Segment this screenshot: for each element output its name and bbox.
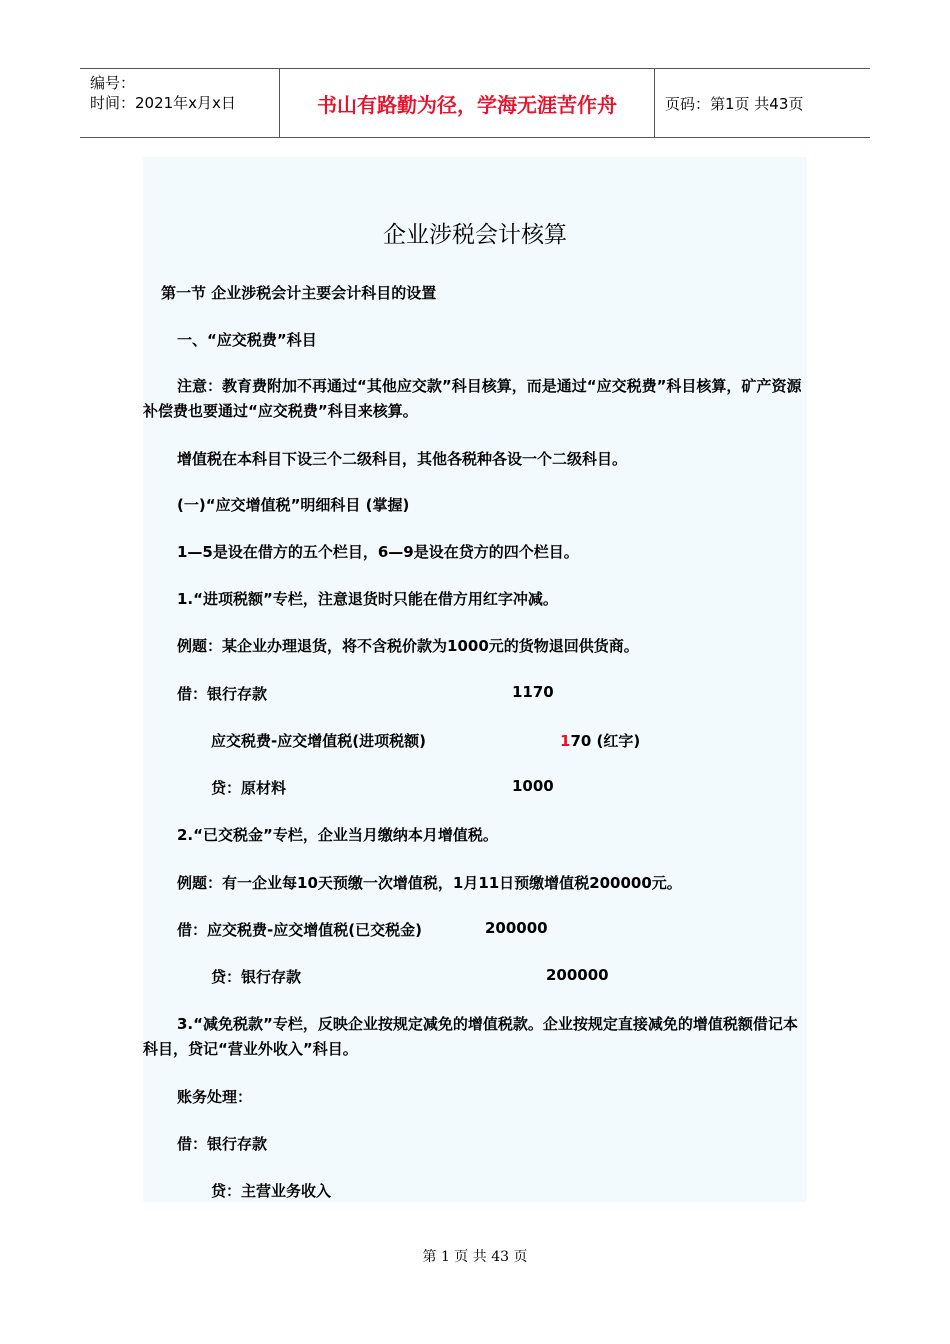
section-heading: 第一节 企业涉税会计主要会计科目的设置 bbox=[161, 284, 437, 302]
columns-text: 1—5是设在借方的五个栏目，6—9是设在贷方的四个栏目。 bbox=[177, 543, 579, 561]
page-info: 页码：第1页 共43页 bbox=[665, 94, 804, 113]
ex1-debit-label: 借：银行存款 bbox=[177, 685, 268, 703]
heading-1: 一、“应交税费”科目 bbox=[177, 331, 317, 349]
ex2-debit-amount: 200000 bbox=[485, 919, 548, 937]
sub-heading-1: (一)“应交增值税”明细科目 (掌握) bbox=[177, 496, 410, 514]
doc-title: 企业涉税会计核算 bbox=[383, 222, 567, 248]
item-1: 1.“进项税额”专栏，注意退货时只能在借方用红字冲减。 bbox=[177, 590, 558, 608]
ex3-credit-label: 贷：主营业务收入 bbox=[211, 1182, 332, 1200]
ex2-credit-amount: 200000 bbox=[546, 966, 609, 984]
header-table bbox=[80, 68, 870, 138]
motto: 书山有路勤为径，学海无涯苦作舟 bbox=[280, 69, 655, 137]
note-paragraph: 注意：教育费附加不再通过“其他应交款”科目核算，而是通过“应交税费”科目核算，矿产资源补偿费也要通过“应交税费”科目来核算。 bbox=[143, 377, 802, 420]
ex1-tax-note: (红字) bbox=[596, 732, 641, 750]
ex1-tax-amount-red: 1 bbox=[560, 732, 571, 750]
ex1-credit-amount: 1000 bbox=[512, 777, 554, 795]
ex2-debit-label: 借：应交税费-应交增值税(已交税金) bbox=[177, 921, 422, 939]
example-1: 例题：某企业办理退货，将不含税价款为1000元的货物退回供货商。 bbox=[177, 637, 639, 655]
ex3-debit-label: 借：银行存款 bbox=[177, 1135, 268, 1153]
vat-intro: 增值税在本科目下设三个二级科目，其他各税种各设一个二级科目。 bbox=[177, 450, 628, 468]
ex1-debit-amount: 1170 bbox=[512, 683, 554, 701]
accounting-label: 账务处理： bbox=[177, 1088, 253, 1106]
example-2: 例题：有一企业每10天预缴一次增值税，1月11日预缴增值税200000元。 bbox=[177, 874, 682, 892]
ex1-tax-amount-rest: 70 bbox=[570, 732, 592, 750]
serial-label: 编号： bbox=[90, 74, 136, 92]
ex1-tax-label: 应交税费-应交增值税(进项税额) bbox=[211, 732, 426, 750]
date-label: 时间：2021年x月x日 bbox=[90, 94, 236, 112]
item-2: 2.“已交税金”专栏，企业当月缴纳本月增值税。 bbox=[177, 826, 498, 844]
item-3: 3.“减免税款”专栏，反映企业按规定减免的增值税款。企业按规定直接减免的增值税额借记本科目，贷记“营业外收入”科目。 bbox=[143, 1015, 798, 1058]
ex1-tax-amount bbox=[560, 730, 640, 751]
page-footer: 第 1 页 共 43 页 bbox=[422, 1249, 528, 1265]
header-left-cell bbox=[80, 69, 280, 137]
ex1-credit-label: 贷：原材料 bbox=[211, 779, 287, 797]
ex2-credit-label: 贷：银行存款 bbox=[211, 968, 302, 986]
